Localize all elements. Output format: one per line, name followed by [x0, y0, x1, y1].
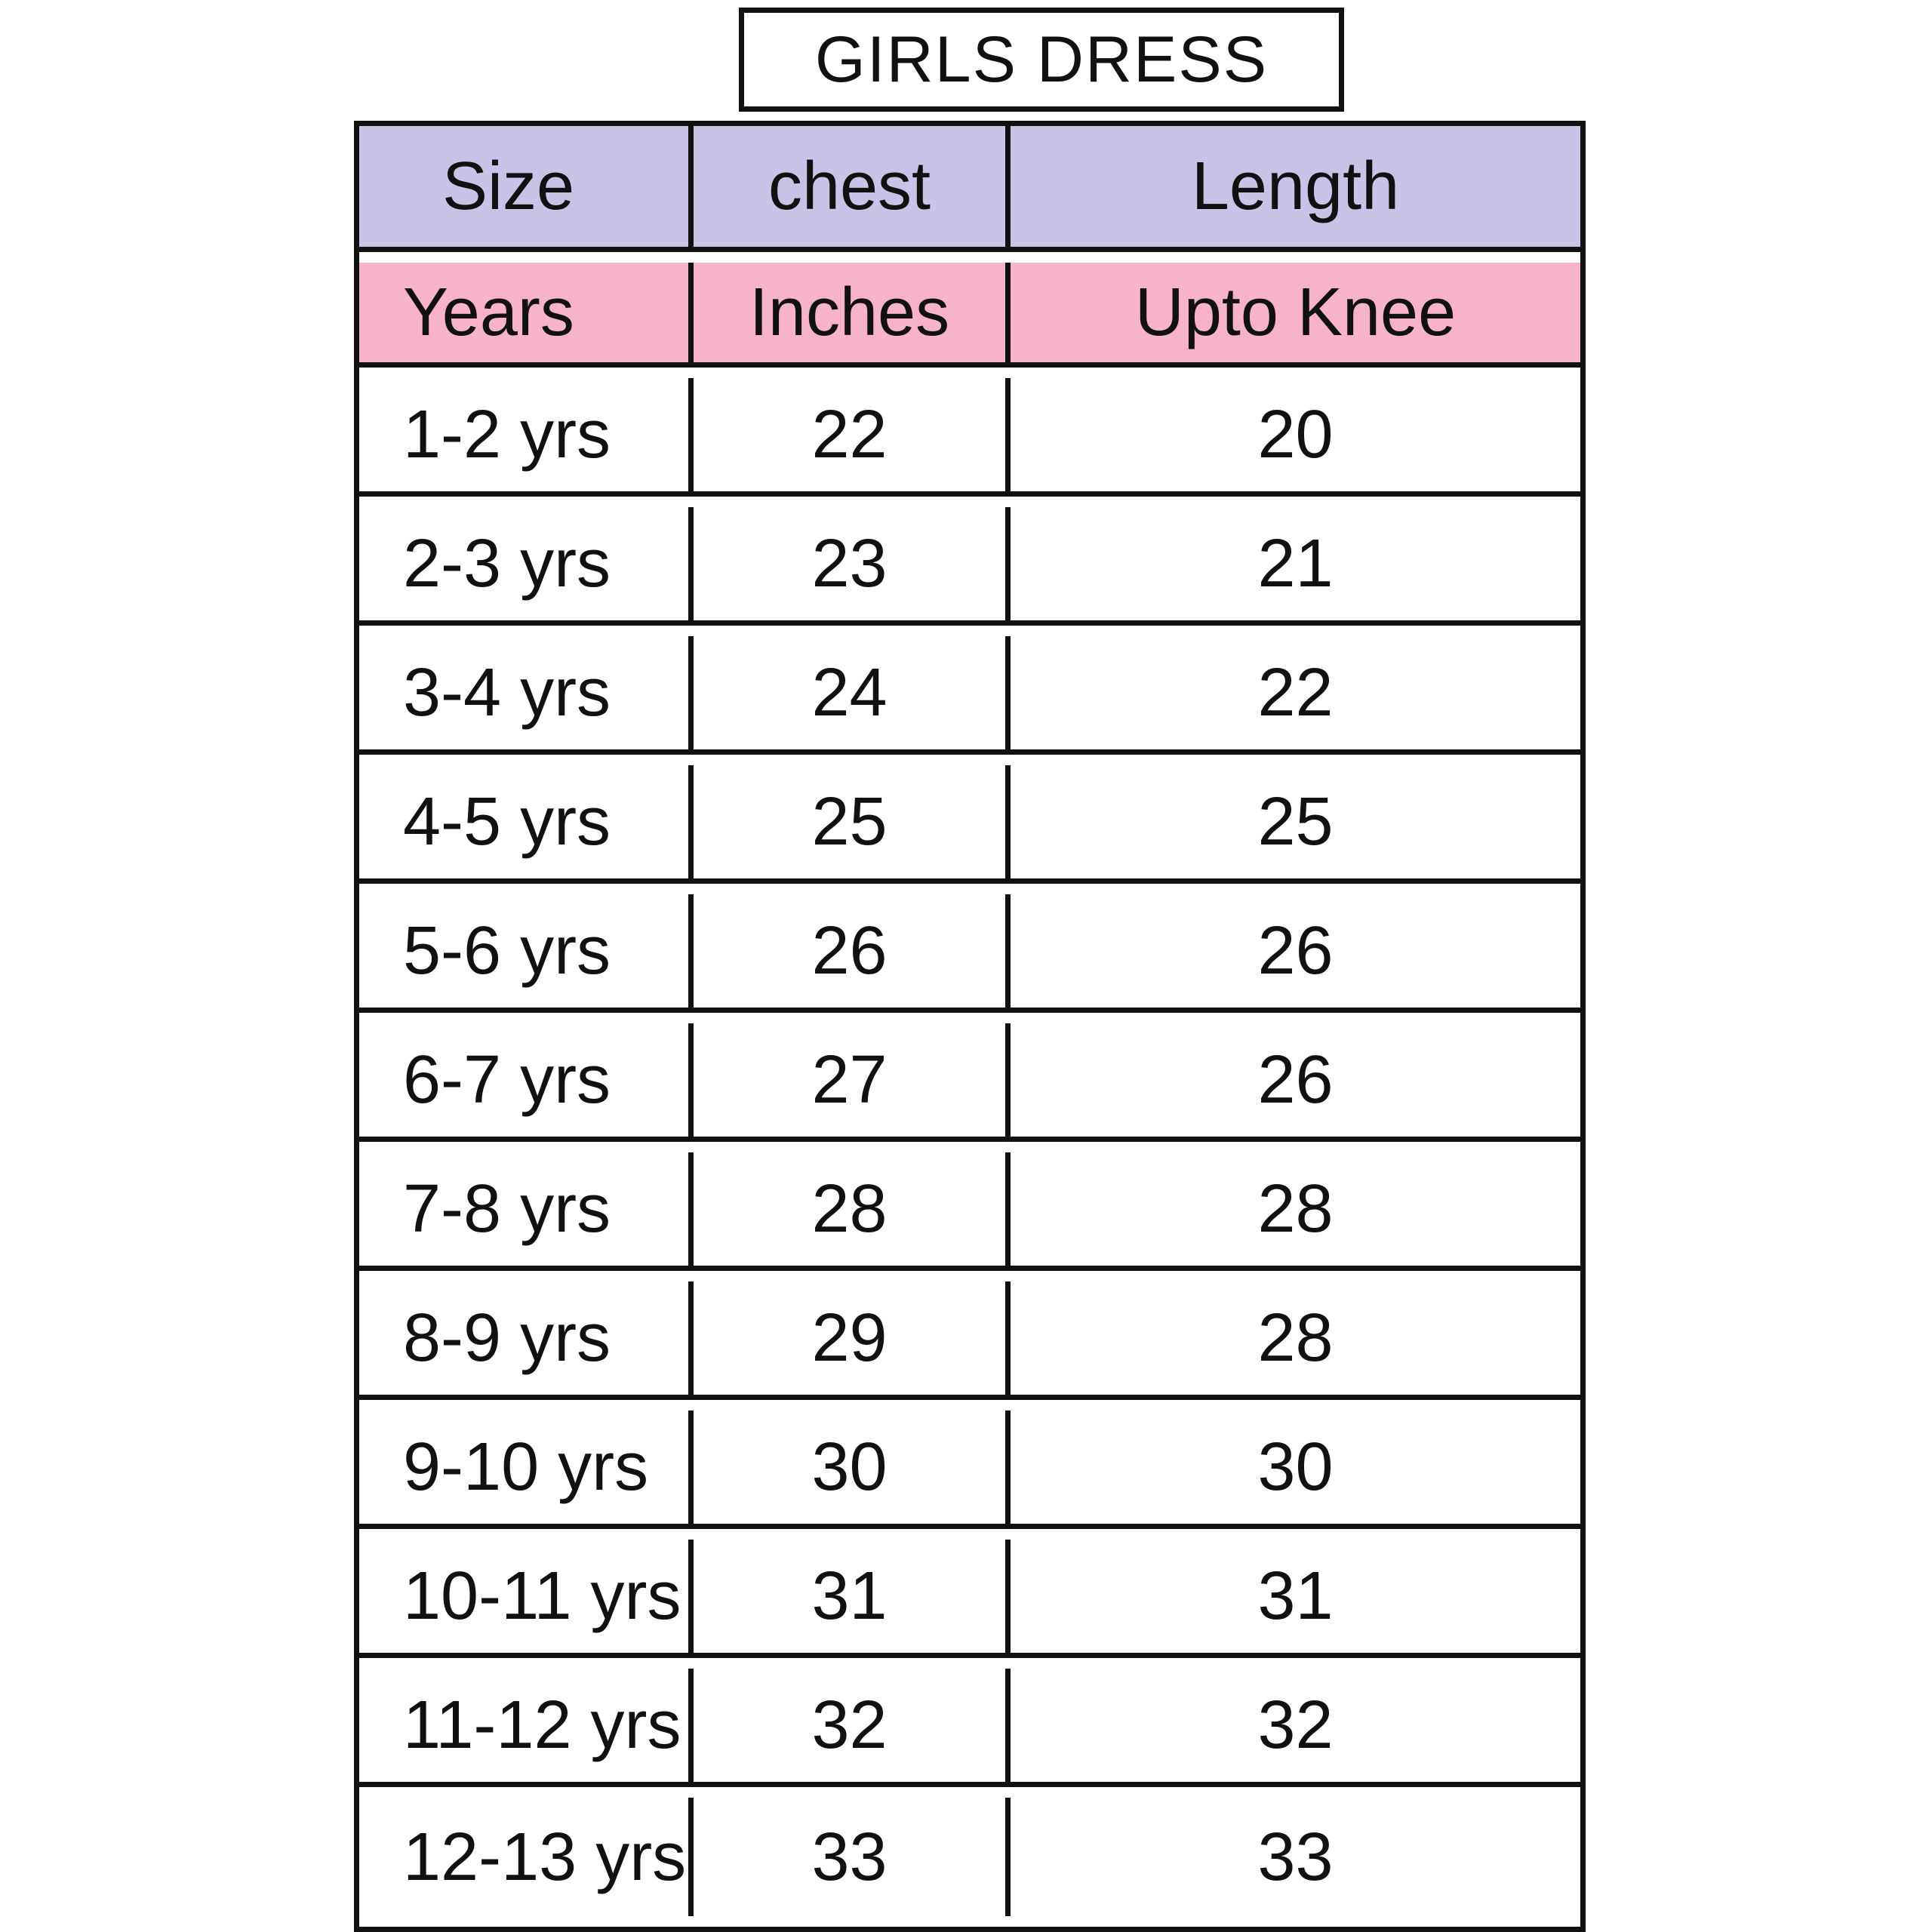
table-cell-chest: 25 [694, 765, 1011, 884]
table-cell-length: 26 [1011, 894, 1580, 1013]
table-cell-size: 5-6 yrs [359, 894, 694, 1013]
table-cell-size: 12-13 yrs [359, 1798, 694, 1916]
subheader-years: Years [359, 263, 694, 368]
table-cell-chest: 28 [694, 1152, 1011, 1271]
table-cell-length: 26 [1011, 1023, 1580, 1142]
table-cell-length: 21 [1011, 507, 1580, 626]
table-cell-size: 3-4 yrs [359, 636, 694, 755]
table-cell-length: 25 [1011, 765, 1580, 884]
header-chest: chest [694, 126, 1011, 252]
table-cell-chest: 24 [694, 636, 1011, 755]
table-cell-length: 20 [1011, 378, 1580, 497]
table-cell-size: 8-9 yrs [359, 1281, 694, 1400]
chart-title: GIRLS DRESS [739, 8, 1344, 112]
table-cell-chest: 29 [694, 1281, 1011, 1400]
table-cell-length: 31 [1011, 1540, 1580, 1658]
table-cell-length: 28 [1011, 1281, 1580, 1400]
header-length: Length [1011, 126, 1580, 252]
table-cell-chest: 22 [694, 378, 1011, 497]
table-cell-size: 11-12 yrs [359, 1669, 694, 1787]
table-cell-chest: 27 [694, 1023, 1011, 1142]
table-cell-size: 10-11 yrs [359, 1540, 694, 1658]
table-cell-length: 33 [1257, 1819, 1334, 1895]
table-cell-size: 6-7 yrs [359, 1023, 694, 1142]
table-cell-chest: 31 [694, 1540, 1011, 1658]
table-cell-size: 1-2 yrs [359, 378, 694, 497]
table-cell-length: 32 [1011, 1669, 1580, 1787]
table-cell-chest: 30 [694, 1411, 1011, 1529]
table-cell-chest: 26 [694, 894, 1011, 1013]
header-size: Size [359, 126, 694, 252]
table-cell-size: 4-5 yrs [359, 765, 694, 884]
table-cell-chest: 32 [694, 1669, 1011, 1787]
table-cell-chest: 33 [694, 1798, 1011, 1916]
table-cell-size: 2-3 yrs [359, 507, 694, 626]
subheader-inches: Inches [694, 263, 1011, 368]
table-cell-chest: 23 [694, 507, 1011, 626]
size-chart-table [354, 121, 1586, 1932]
table-cell-size: 9-10 yrs [359, 1411, 694, 1529]
table-cell-size: 7-8 yrs [359, 1152, 694, 1271]
table-cell-length: 22 [1011, 636, 1580, 755]
table-cell-length: 30 [1011, 1411, 1580, 1529]
subheader-upto-knee: Upto Knee [1011, 263, 1580, 368]
table-cell-length: 28 [1011, 1152, 1580, 1271]
